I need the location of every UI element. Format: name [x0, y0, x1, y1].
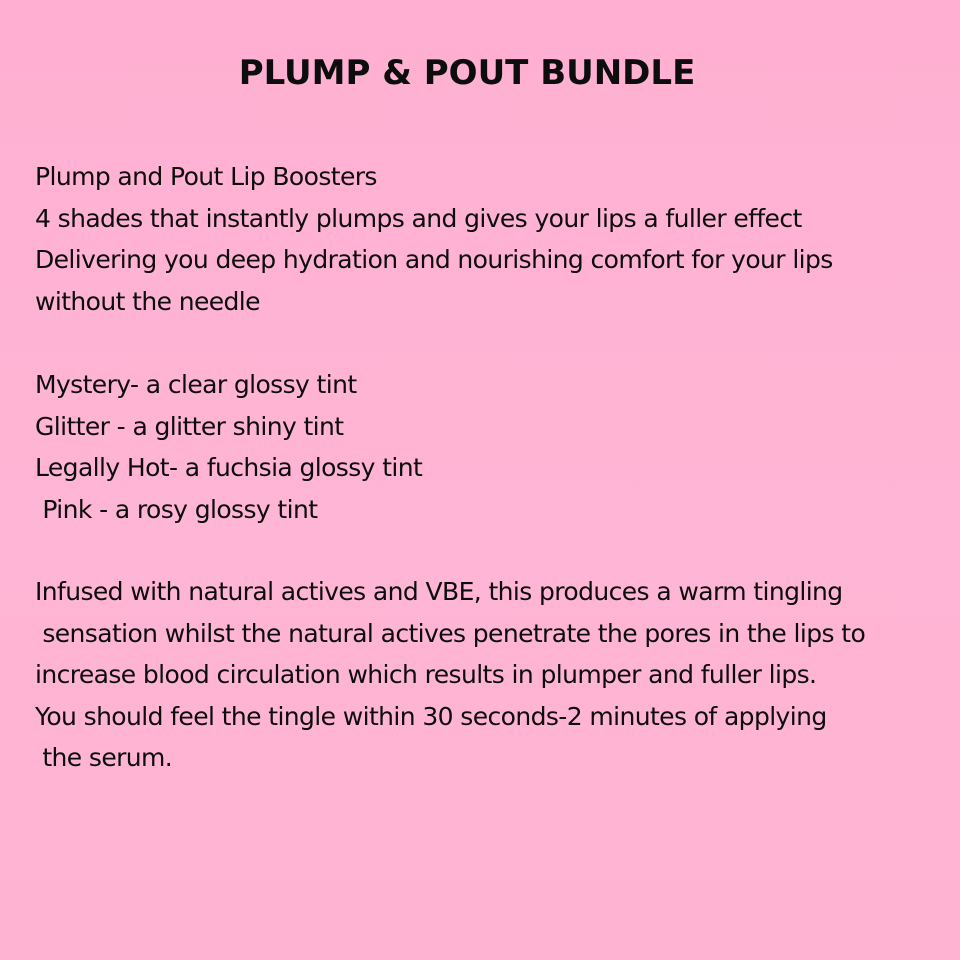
shade-item-pink: Pink - a rosy glossy tint [35, 494, 318, 524]
shade-list [35, 364, 945, 530]
intro-line: Plump and Pout Lip Boosters [35, 162, 377, 191]
details-line: Infused with natural actives and VBE, this produces a warm tingling [35, 577, 843, 606]
intro-paragraph [35, 156, 945, 322]
shade-item-mystery: Mystery- a clear glossy tint [35, 370, 357, 399]
intro-line: without the needle [35, 286, 260, 316]
intro-line: 4 shades that instantly plumps and gives your lips a fuller effect [35, 203, 802, 233]
details-line: the serum. [35, 743, 173, 772]
details-line: sensation whilst the natural actives penetrate the pores in the lips to [35, 618, 866, 648]
details-paragraph [35, 571, 945, 779]
details-line: increase blood circulation which results in plumper and fuller lips. [35, 660, 817, 689]
intro-line: Delivering you deep hydration and nourishing comfort for your lips [35, 245, 833, 274]
shade-item-glitter: Glitter - a glitter shiny tint [35, 411, 344, 441]
page-title: PLUMP & POUT BUNDLE [238, 53, 696, 93]
details-line: You should feel the tingle within 30 seconds-2 minutes of applying [35, 701, 827, 731]
shade-item-legally-hot: Legally Hot- a fuchsia glossy tint [35, 453, 423, 482]
